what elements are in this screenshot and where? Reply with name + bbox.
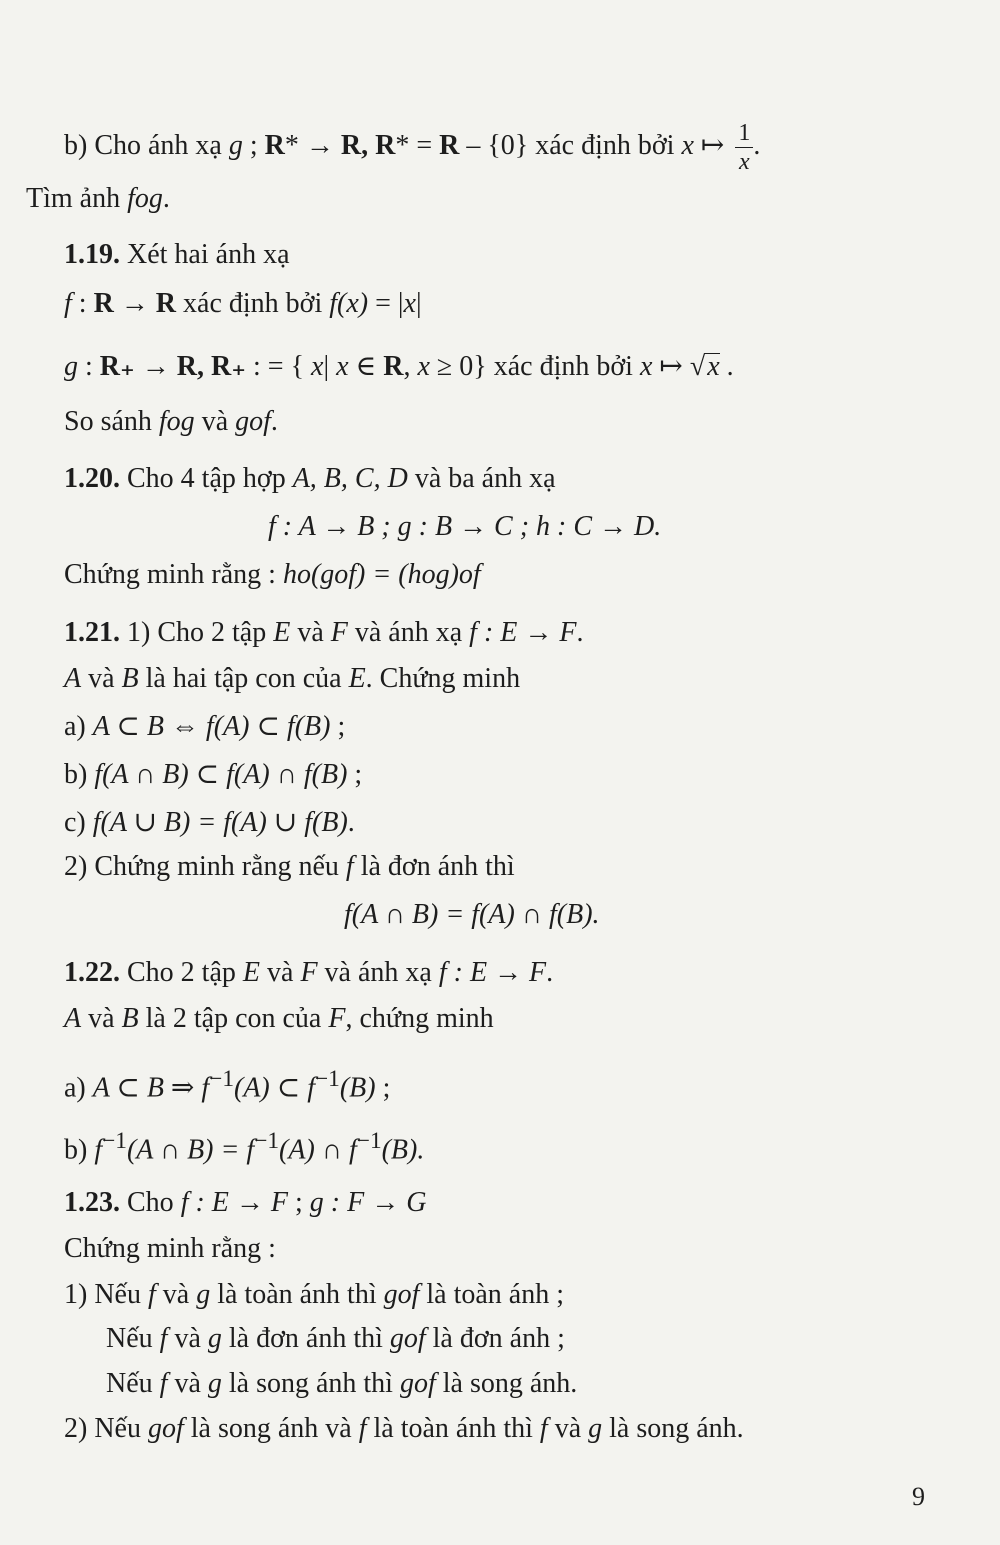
exercise-1-22-b: b) $f^{-1}(A$ ∩ $B) = f^{-1}(A)$ ∩ $f^{-1}(B)$. (64, 1128, 425, 1166)
exercise-1-22-subsets: A và B là 2 tập con của F, chứng minh (64, 1003, 494, 1034)
find-fog-line: Tìm ảnh fog. (26, 183, 170, 214)
exercise-1-21-b: b) f(A ∩ B) ⊂ f(A) ∩ f(B) ; (64, 759, 363, 790)
exercise-1-20-prove: Chứng minh rằng : ho(gof) = (hog)of (64, 559, 481, 590)
exercise-1-23-part-1-injective: Nếu f và g là đơn ánh thì gof là đơn ánh ; (106, 1323, 565, 1354)
exercise-1-19-f-def: f : R → R xác định bởi f(x) = |x| (64, 288, 422, 319)
exercise-1-23-prove: Chứng minh rằng : (64, 1233, 276, 1264)
page-number: 9 (912, 1482, 925, 1511)
fraction-one-over-x: $\frac{1}{x}$ (735, 120, 753, 175)
exercise-1-18-b: b) Cho ánh xạ g ; R* → R, R* = R – {0} xác định bởi x ↦ $\frac{1}{x}$. (64, 120, 761, 175)
exercise-1-19-compare: So sánh fog và gof. (64, 406, 278, 437)
exercise-1-23-part-2: 2) Nếu gof là song ánh và f là toàn ánh thì f và g là song ánh. (64, 1413, 744, 1444)
exercise-1-23-part-1-surjective: 1) Nếu f và g là toàn ánh thì gof là toàn ánh ; (64, 1279, 565, 1310)
exercise-1-21-subsets: A và B là hai tập con của E. Chứng minh (64, 663, 521, 694)
exercise-1-20-maps: f : A → B ; g : B → C ; h : C → D. (268, 511, 662, 542)
exercise-1-21-heading: 1.21. 1) Cho 2 tập E và F và ánh xạ f : E → F. (64, 617, 584, 648)
exercise-1-22-a: a) A ⊂ B ⇒ $f^{-1}(A)$ ⊂ $f^{-1}(B)$ ; (64, 1066, 391, 1104)
exercise-1-21-injective-result: f(A ∩ B) = f(A) ∩ f(B). (344, 899, 600, 930)
exercise-1-20-heading: 1.20. Cho 4 tập hợp A, B, C, D và ba ánh xạ (64, 463, 556, 494)
exercise-1-19-heading: 1.19. Xét hai ánh xạ (64, 239, 290, 270)
exercise-1-21-part-2: 2) Chứng minh rằng nếu f là đơn ánh thì (64, 851, 515, 882)
exercise-1-21-a: a) A ⊂ B ⇔ f(A) ⊂ f(B) ; (64, 711, 346, 742)
exercise-1-19-g-def: g : R₊ → R, R₊ : = { x| x ∈ R, x ≥ 0} xác định bởi x ↦ √x . (64, 351, 734, 382)
exercise-1-21-c: c) f(A ∪ B) = f(A) ∪ f(B). (64, 807, 355, 838)
exercise-1-23-heading: 1.23. Cho f : E → F ; g : F → G (64, 1187, 427, 1218)
exercise-1-23-part-1-bijective: Nếu f và g là song ánh thì gof là song ánh. (106, 1368, 578, 1399)
exercise-1-22-heading: 1.22. Cho 2 tập E và F và ánh xạ f : E → F. (64, 957, 554, 988)
